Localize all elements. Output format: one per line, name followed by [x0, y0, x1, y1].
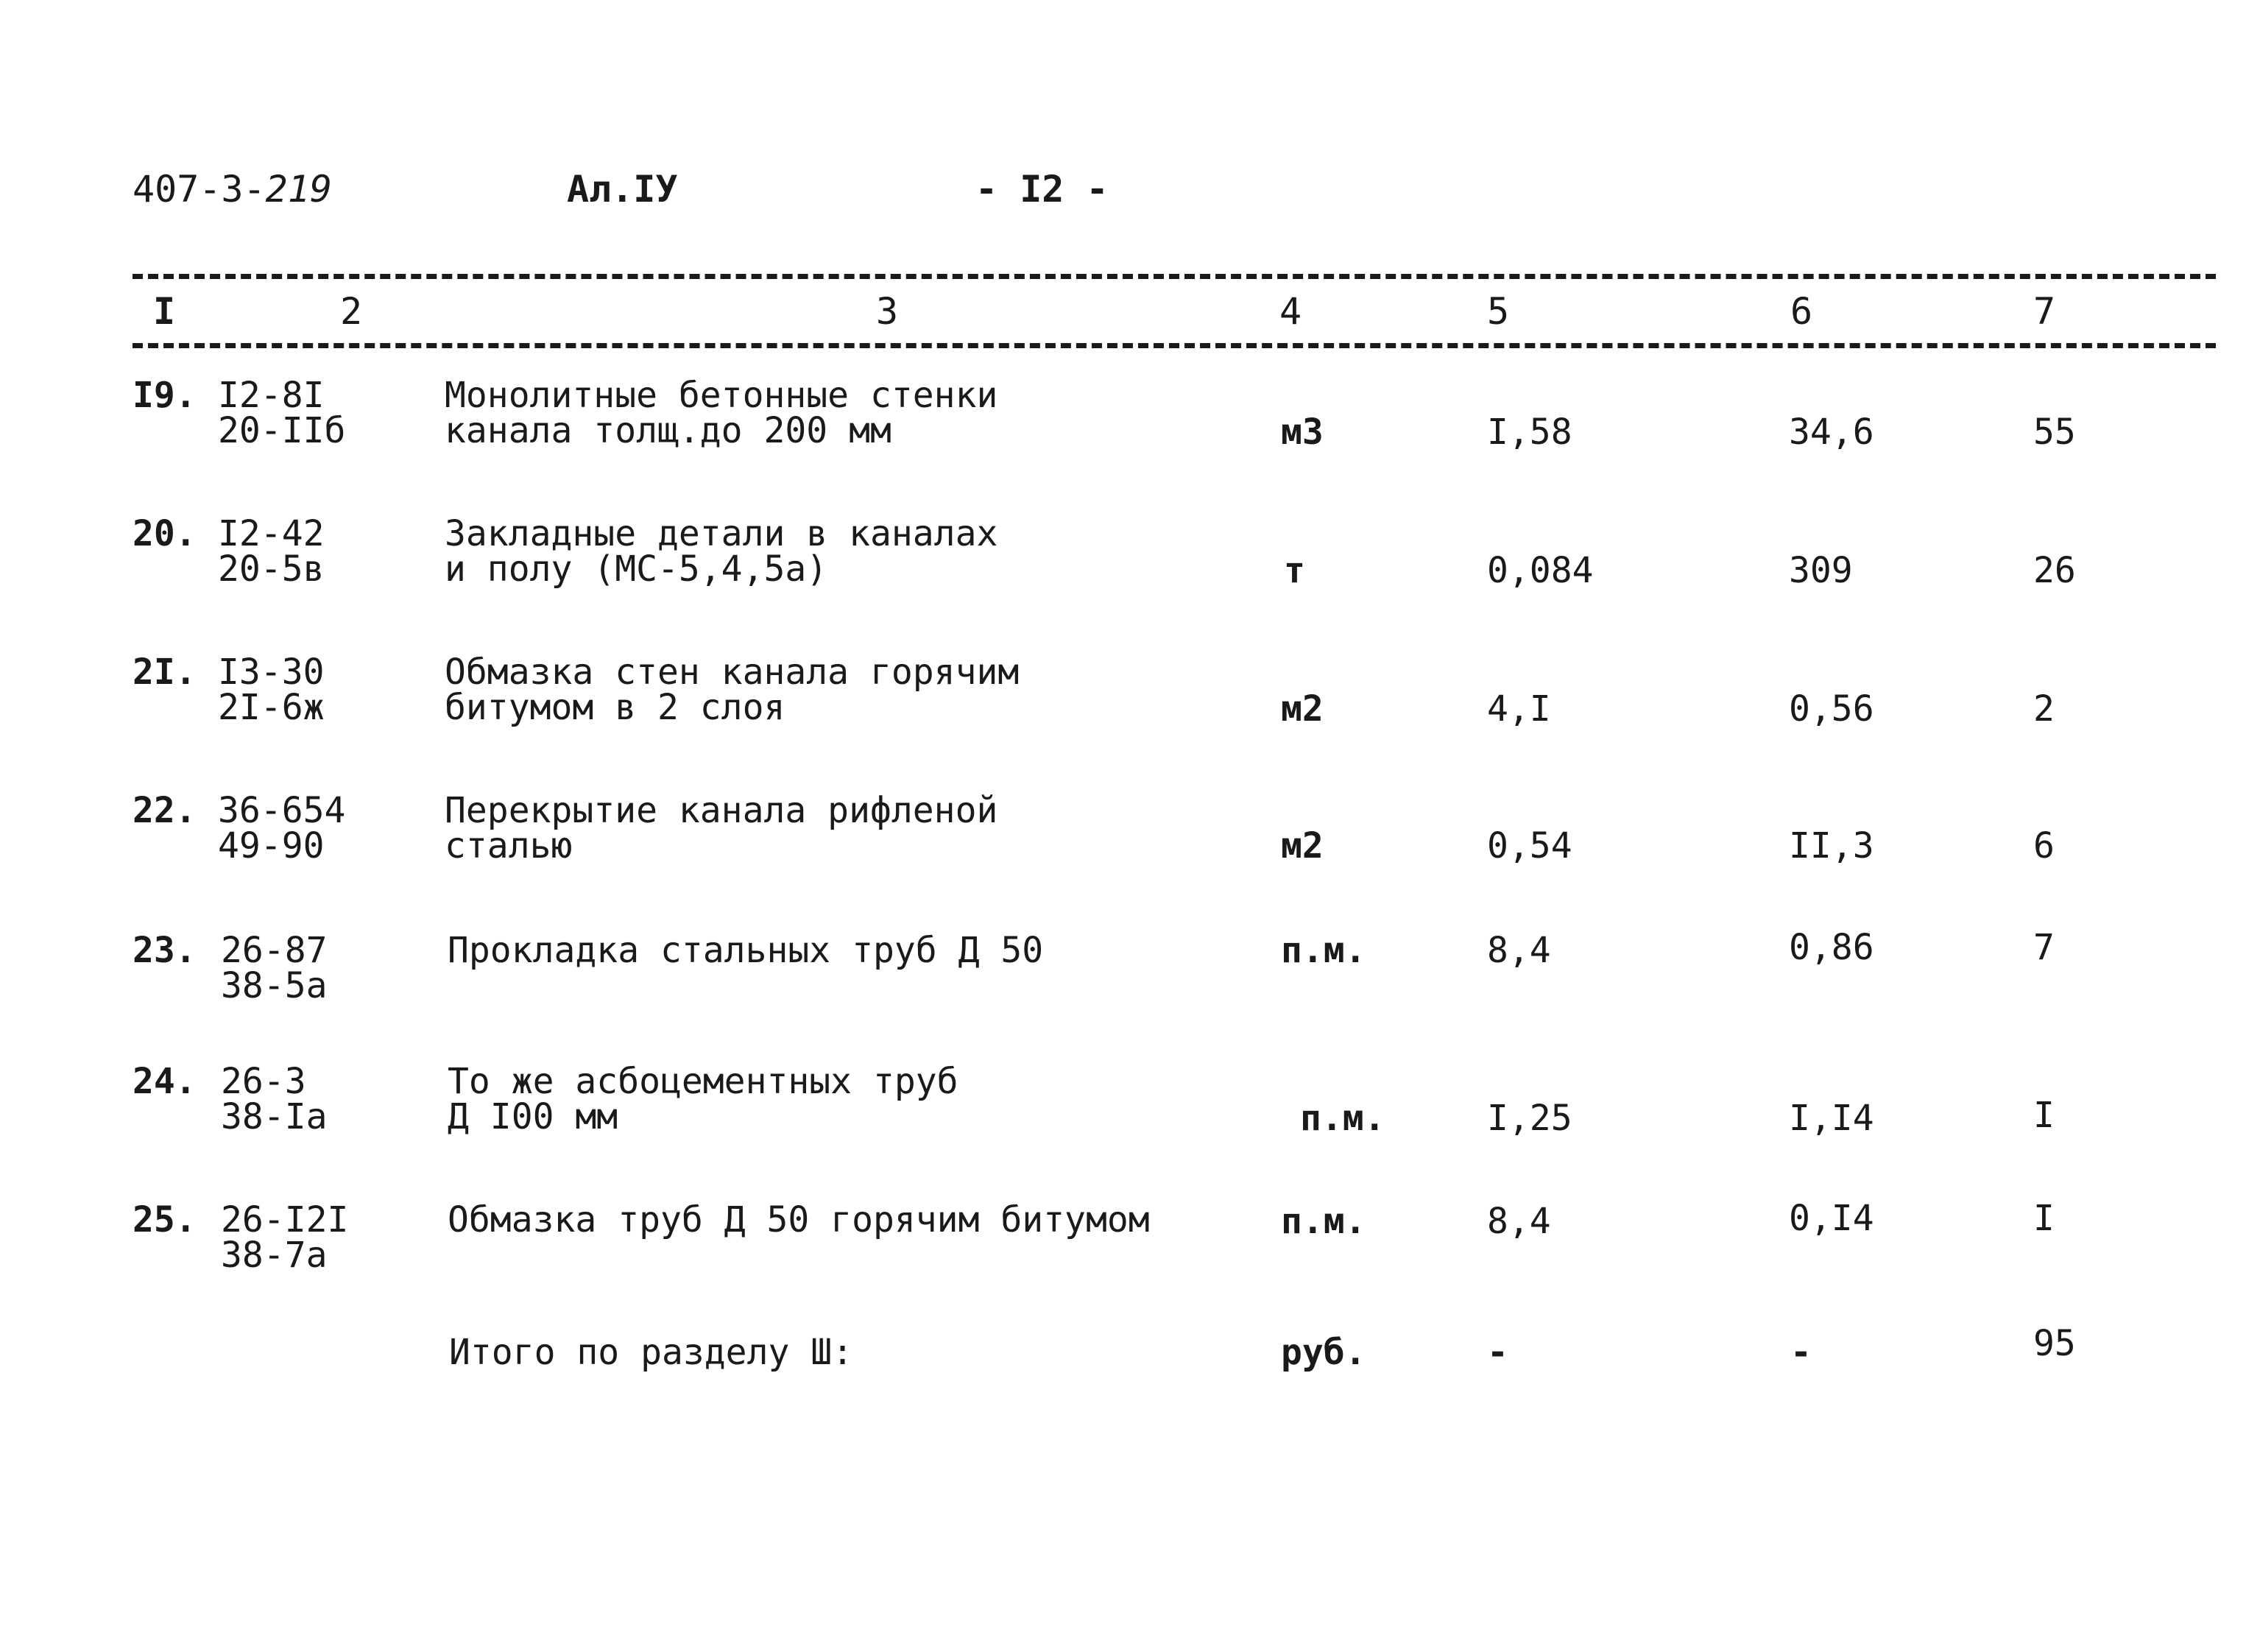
total-unit: руб.: [1281, 1332, 1366, 1373]
row-code-1: 26-3: [221, 1061, 306, 1102]
row-quantity: I,25: [1487, 1098, 1572, 1139]
row-description-line-1: Обмазка стен канала горячим: [445, 652, 1020, 693]
album-label: Ал.IУ: [567, 168, 678, 211]
row-total: 6: [2033, 825, 2055, 866]
total-quantity: -: [1487, 1332, 1508, 1373]
row-description-line-2: сталью: [445, 825, 573, 866]
row-number: I9.: [133, 375, 197, 416]
column-header-6: 6: [1790, 290, 1813, 333]
row-code-1: I3-30: [218, 652, 325, 693]
row-code-1: I2-42: [218, 513, 325, 554]
total-label: Итого по разделу Ш:: [449, 1332, 854, 1373]
row-description-line-2: битумом в 2 слоя: [445, 687, 785, 728]
doc-code-prefix: 407-3-: [133, 168, 266, 211]
row-price: 309: [1789, 550, 1853, 591]
row-unit: п.м.: [1281, 930, 1366, 971]
row-unit: п.м.: [1300, 1098, 1385, 1139]
row-quantity: 8,4: [1487, 1201, 1551, 1242]
row-number: 25.: [133, 1199, 197, 1240]
row-quantity: 4,I: [1487, 688, 1551, 730]
row-code-2: 38-7а: [221, 1235, 328, 1276]
row-code-2: 38-Iа: [221, 1096, 328, 1137]
row-total: I: [2033, 1198, 2055, 1239]
row-description-line-1: Обмазка труб Д 50 горячим битумом: [448, 1199, 1150, 1240]
row-code-2: 20-5в: [218, 548, 325, 590]
column-header-2: 2: [340, 290, 363, 333]
row-quantity: 0,084: [1487, 550, 1594, 591]
row-code-1: I2-8I: [218, 375, 325, 416]
row-price: I,I4: [1789, 1098, 1874, 1139]
row-code-1: 26-87: [221, 930, 328, 971]
row-total: 7: [2033, 927, 2055, 968]
row-unit: м2: [1281, 688, 1324, 730]
row-description-line-2: и полу (МС-5,4,5а): [445, 548, 828, 590]
row-price: 0,I4: [1789, 1198, 1874, 1239]
row-description-line-1: Закладные детали в каналах: [445, 513, 998, 554]
column-header-5: 5: [1487, 290, 1510, 333]
doc-code: [133, 168, 332, 211]
table-header-rule: [133, 343, 2216, 348]
row-total: 2: [2033, 688, 2055, 730]
row-quantity: I,58: [1487, 412, 1572, 453]
row-total: 55: [2033, 412, 2076, 453]
column-header-4: 4: [1279, 290, 1302, 333]
row-number: 20.: [133, 513, 197, 554]
row-unit: м3: [1281, 412, 1324, 453]
column-header-1: I: [153, 290, 176, 333]
row-price: 34,6: [1789, 412, 1874, 453]
row-code-2: 38-5а: [221, 965, 328, 1006]
row-description-line-1: Прокладка стальных труб Д 50: [448, 930, 1044, 971]
row-description-line-2: Д I00 мм: [448, 1096, 618, 1137]
row-total: 26: [2033, 550, 2076, 591]
row-unit: п.м.: [1281, 1201, 1366, 1242]
row-description-line-2: канала толщ.до 200 мм: [445, 410, 891, 451]
row-code-2: 49-90: [218, 825, 325, 866]
row-code-2: 20-IIб: [218, 410, 346, 451]
doc-code-suffix: 219: [265, 168, 332, 211]
row-code-2: 2I-6ж: [218, 687, 325, 728]
column-header-7: 7: [2033, 290, 2056, 333]
row-price: II,3: [1789, 825, 1874, 866]
row-number: 2I.: [133, 652, 197, 693]
row-number: 23.: [133, 930, 197, 971]
row-code-1: 36-654: [218, 790, 346, 831]
total-sum: 95: [2033, 1323, 2076, 1364]
row-description-line-1: Перекрытие канала рифленой: [445, 790, 998, 831]
row-price: 0,86: [1789, 927, 1874, 968]
row-quantity: 8,4: [1487, 930, 1551, 971]
row-total: I: [2033, 1095, 2055, 1136]
row-code-1: 26-I2I: [221, 1199, 349, 1240]
table-top-rule: [133, 274, 2216, 279]
column-header-3: 3: [876, 290, 899, 333]
row-description-line-1: Монолитные бетонные стенки: [445, 375, 998, 416]
row-price: 0,56: [1789, 688, 1874, 730]
row-description-line-1: То же асбоцементных труб: [448, 1061, 958, 1102]
page-number: - I2 -: [975, 168, 1109, 211]
total-price: -: [1790, 1332, 1812, 1373]
row-number: 24.: [133, 1061, 197, 1102]
row-unit: м2: [1281, 825, 1324, 866]
row-unit: т: [1284, 550, 1305, 591]
row-quantity: 0,54: [1487, 825, 1572, 866]
row-number: 22.: [133, 790, 197, 831]
